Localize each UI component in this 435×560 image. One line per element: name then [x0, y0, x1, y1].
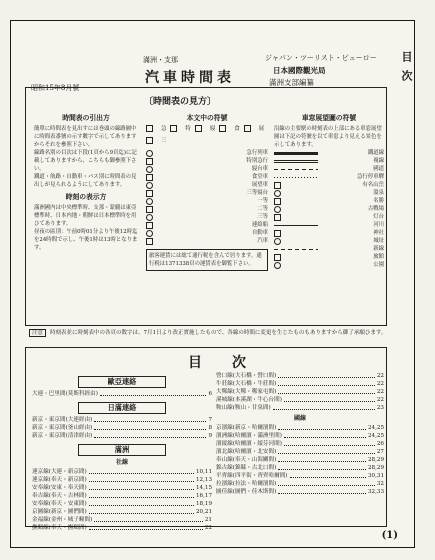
river-symbol — [274, 225, 318, 226]
legend-row — [146, 213, 268, 221]
legend-row — [274, 245, 384, 253]
legend-row — [146, 173, 268, 181]
symbol-icon — [146, 174, 153, 181]
symbol-icon — [146, 190, 153, 197]
legend-row — [274, 213, 384, 221]
marker: 三 — [161, 138, 167, 144]
legend-label: 名勝 — [373, 198, 384, 204]
line-symbol — [274, 177, 318, 178]
legend-label: 特別急行 — [246, 158, 268, 164]
guide-box — [25, 87, 387, 326]
legend-label: 汽車 — [257, 238, 268, 244]
toc-entry[interactable]: 奉吉線(奉天・吉林間) 16,17 — [32, 493, 212, 499]
legend-row — [274, 261, 384, 269]
hot-spring-icon — [274, 190, 281, 197]
toc-entry[interactable]: 濱北線(哈爾濱・北安間) 27 — [216, 449, 384, 455]
toc-section-head: 歐亞連絡 — [78, 376, 166, 388]
toc-entry[interactable]: 牛莊線(大石橋・牛莊間) 22 — [216, 381, 384, 387]
publisher-line-1: ジャパン・ツーリスト・ビューロー — [265, 54, 377, 62]
legend-row — [146, 165, 268, 173]
marker: 急 — [161, 126, 167, 132]
document-title: 汽車時間表 — [145, 70, 235, 86]
edition-label: 昭和15年8月號 — [31, 84, 80, 92]
marker-row — [146, 125, 268, 145]
toc-entry[interactable]: 平齊線(四平街・齊齊哈爾間) 30,31 — [216, 473, 384, 479]
toc-entry[interactable]: 溪城線(本溪湖・牛心台間) 22 — [216, 397, 384, 403]
legend-row — [274, 205, 384, 213]
legend-label: 二等 — [257, 206, 268, 212]
guide-col-3 — [274, 114, 384, 324]
legend-row — [146, 197, 268, 205]
legend-row — [146, 221, 268, 229]
symbol-icon — [146, 150, 153, 157]
legend-label: 新線 — [373, 246, 384, 252]
legend-label: 有名山岳 — [362, 182, 384, 188]
inn-icon — [274, 254, 281, 261]
marker-icon — [146, 137, 153, 144]
legend-row — [274, 229, 384, 237]
legend-label: 神社 — [373, 230, 384, 236]
line-symbol — [274, 160, 318, 163]
legend-row — [274, 173, 384, 181]
shrine-icon — [274, 230, 281, 237]
table-of-contents — [25, 347, 387, 531]
lighthouse-icon — [274, 214, 281, 221]
legend-row — [274, 189, 384, 197]
header — [25, 39, 387, 92]
toc-entry[interactable]: 新京・東京間(大連經由) 7 — [32, 417, 212, 423]
symbol-icon — [146, 158, 153, 165]
paragraph: 鐵道・航路・自動車・バス別に時間表の見出しが見られるようにしてあります。 — [34, 174, 137, 188]
battlefield-icon — [274, 206, 281, 213]
toc-entry[interactable]: 新京・東京間(清津經由) 9 — [32, 433, 212, 439]
toc-entry[interactable]: 錦古線(錦縣・古北口間) 28,29 — [216, 465, 384, 471]
marker: 特 — [185, 126, 191, 132]
side-tab: 目次 — [400, 51, 413, 89]
symbol-icon — [146, 238, 153, 245]
legend-label: 食堂車 — [251, 174, 268, 180]
symbol-icon — [146, 182, 153, 189]
legend-row — [146, 189, 268, 197]
legend-row — [146, 181, 268, 189]
legend-label: 急行列車 — [246, 150, 268, 156]
legend-label: 公園 — [373, 262, 384, 268]
legend-row — [146, 205, 268, 213]
marker-icon — [146, 125, 153, 132]
legend-row — [274, 253, 384, 261]
toc-entry[interactable]: 安奉線(安東・奉天間) 14,15 — [32, 485, 212, 491]
mountain-icon — [274, 182, 281, 189]
toc-entry[interactable]: 圖佳線(圖們・佳木斯間) 32,33 — [216, 489, 384, 495]
toc-entry[interactable]: 拉濱線(拉法・哈爾濱間) 32 — [216, 481, 384, 487]
symbol-icon — [146, 206, 153, 213]
toc-entry[interactable]: 大連・巴里間(莫斯科經由) 6 — [32, 391, 212, 397]
section-title: 時間表の引出方 — [62, 114, 110, 122]
publisher-line-2: 日本國際觀光局 — [273, 66, 326, 75]
toc-entry[interactable]: 濱綏線(哈爾濱・綏芬河間) 26 — [216, 441, 384, 447]
toc-entry[interactable]: 京圖線(新京・圖們間) 20,21 — [32, 509, 212, 515]
notice — [29, 330, 385, 344]
scenic-icon — [274, 198, 281, 205]
legend-label: 急行停車驛 — [357, 174, 384, 180]
marker: 展 — [258, 126, 265, 132]
section-title: 車窓展望圖の符號 — [301, 114, 357, 122]
section-title: 本文中の符號 — [186, 114, 228, 122]
legend-label: 旅館 — [373, 254, 384, 260]
legend-label: 三等 — [257, 214, 268, 220]
legend-label: 河川 — [373, 222, 384, 228]
legend-label: 寢台車 — [251, 166, 268, 172]
symbol-icon — [146, 222, 153, 229]
new-line-symbol — [274, 249, 318, 250]
legend-row — [274, 181, 384, 189]
legend-label: 鐵道線 — [367, 150, 384, 156]
toc-subhead: 國線 — [293, 415, 306, 422]
legend-row — [274, 221, 384, 229]
section-title: 時刻の表示方 — [65, 193, 107, 201]
toc-entry[interactable]: 濱洲線(哈爾濱・滿洲里間) 24,25 — [216, 433, 384, 439]
toc-entry[interactable]: 安奉線(奉天・安東間) 18,19 — [32, 501, 212, 507]
legend-row — [274, 197, 384, 205]
marker-icon — [195, 125, 202, 132]
legend-row — [146, 237, 268, 245]
page-number: (1) — [381, 530, 398, 541]
marker: 寢 — [209, 126, 216, 132]
legend-row — [274, 157, 384, 165]
legend-row — [274, 237, 384, 245]
notice-tag: 注意 — [29, 329, 46, 337]
legend-label: 一等 — [257, 198, 268, 204]
toc-entry[interactable]: 營口線(大石橋・營口間) 22 — [216, 373, 384, 379]
marker-icon — [244, 125, 251, 132]
paragraph: 昼夜の區別：午前0時01分より午後12時迄を24時間で示し、午後1時は13時となります。 — [34, 229, 138, 251]
park-icon — [274, 262, 281, 269]
line-symbol — [274, 152, 318, 155]
toc-section-head: 滿洲 — [78, 444, 166, 456]
legend-row — [274, 149, 384, 157]
symbol-icon — [146, 230, 153, 237]
toc-entry[interactable]: 金福線(金州・城子疃間) 21 — [32, 517, 212, 523]
toc-subhead: 社線 — [115, 459, 128, 466]
legend-row — [146, 149, 268, 157]
symbol-icon — [146, 214, 153, 221]
toc-right-column — [216, 372, 384, 524]
legend-label: 三等寢台 — [246, 190, 268, 196]
toc-entry[interactable]: 奉山線(奉天・山海關間) 28,29 — [216, 457, 384, 463]
legend-label: 自動車 — [251, 230, 268, 236]
document-page — [10, 20, 415, 548]
toc-entry[interactable]: 連京線(奉天・新京間) 12,13 — [32, 477, 212, 483]
toc-title: 目次 — [188, 355, 276, 371]
notice-text: 時刻表並に時刻表中の各頁の数字は、7月1日より改正實施したもので、各線の時間に変更を生じたものもありますから御了承願ひます。 — [50, 330, 387, 336]
legend-label: 複線 — [373, 158, 384, 164]
legend-row — [146, 229, 268, 237]
paragraph: 沿線の主要駅の時刻表の上部にある車窓展望圖は下記の符號を以て車窓より見える景色を示してあります。 — [274, 126, 382, 148]
symbol-icon — [146, 166, 153, 173]
legend-label: 溫泉 — [373, 190, 384, 196]
marker: 食 — [234, 126, 240, 132]
marker-icon — [170, 125, 177, 132]
toc-entry[interactable]: 京濱線(新京・哈爾濱間) 24,25 — [216, 425, 384, 431]
toc-entry[interactable]: 連京線(大連・新京間) 10,11 — [32, 469, 212, 475]
line-symbol — [274, 169, 318, 170]
legend-label: 國道 — [373, 166, 384, 172]
marker-icon — [219, 125, 226, 132]
legend-label: 展望車 — [251, 182, 268, 188]
castle-icon — [274, 238, 281, 245]
guide-col-2 — [146, 114, 268, 324]
paragraph: 簡單に時間表を見出すには巻頭の線路圖中に時間表番號の示す數字で示してありますからそれを參照下さい。 — [34, 126, 137, 148]
legend-label: 城址 — [373, 238, 384, 244]
toc-entry[interactable]: 大鄭線(大鄭・鄭家屯間) 22 — [216, 389, 384, 395]
paragraph: 滿洲國内は中央標準時、支那・蒙疆は東亞標準時、日本内地・朝鮮は日本標準時を用ひてあります。 — [34, 205, 137, 227]
legend-row — [146, 157, 268, 165]
toc-entry[interactable]: 鞍山線(鞍山・甘泉間) 23 — [216, 405, 384, 411]
symbol-icon — [146, 198, 153, 205]
paragraph: 線路名別の目次は下段(1頁から9頁迄)に記載してありますから、こちらも御參照下さい。 — [34, 150, 137, 172]
toc-entry[interactable]: 新京・東京間(釜山經由) 8 — [32, 425, 212, 431]
toc-left-column — [32, 372, 212, 531]
toc-section-head: 日滿連絡 — [78, 402, 166, 414]
legend-label: 連絡船 — [251, 222, 268, 228]
fare-note: 旅客運賃には総て通行税を含んで居ります。通行税は1371338頁の運賃表を御覧下さい。 — [146, 249, 268, 271]
subtitle: 滿洲・支那 — [143, 56, 178, 64]
legend-label: 古戰場 — [367, 206, 384, 212]
guide-box-title: 〔時間表の見方〕 — [144, 97, 217, 107]
guide-col-1 — [34, 114, 138, 324]
toc-entry[interactable]: 撫順線(奉天・撫順間) 22 — [32, 525, 212, 531]
legend-row — [274, 165, 384, 173]
publisher-line-3: 滿洲支部編纂 — [269, 78, 314, 87]
legend-label: 灯台 — [373, 214, 384, 220]
